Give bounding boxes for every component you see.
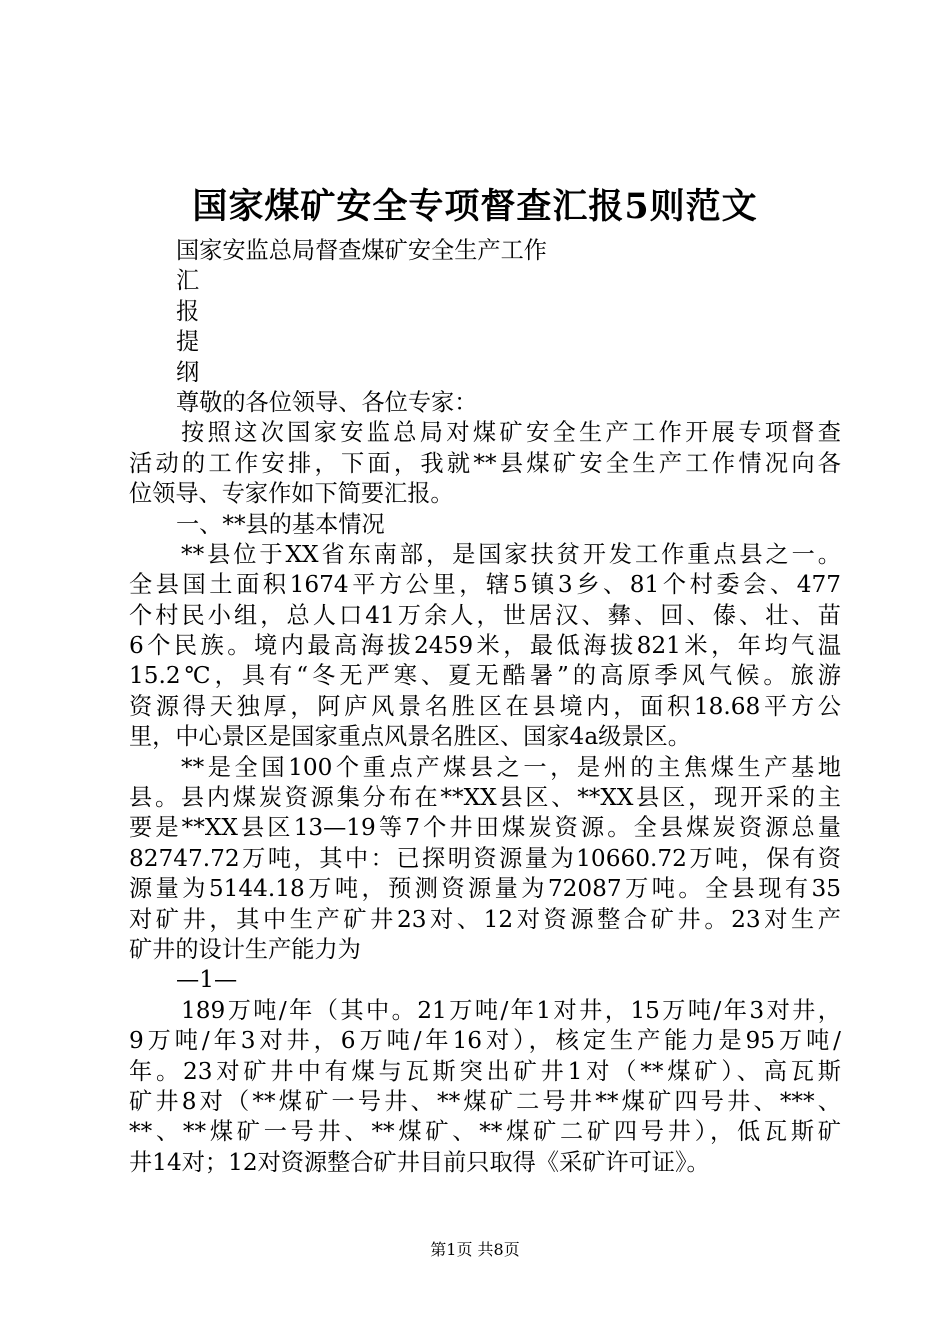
page-footer: 第1页 共8页 xyxy=(430,1240,520,1259)
title-spacer xyxy=(129,208,841,236)
text-line: 纲 xyxy=(176,358,200,386)
paragraph-line: 里，中心景区是国家重点风景名胜区、国家4a级景区。 xyxy=(129,723,691,751)
text-line: 报 xyxy=(176,297,200,325)
paragraph-line: 要是**XX县区13—19等7个井田煤炭资源。全县煤炭资源总量 xyxy=(129,814,841,842)
paragraph-line: 6个民族。境内最高海拔2459米，最低海拔821米，年均气温 xyxy=(129,632,841,660)
text-line: 汇 xyxy=(176,267,200,295)
paragraph-line: 活动的工作安排，下面，我就**县煤矿安全生产工作情况向各 xyxy=(129,449,841,477)
paragraph-line: 位领导、专家作如下简要汇报。 xyxy=(129,480,454,508)
paragraph-line: 县。县内煤炭资源集分布在**XX县区、**XX县区，现开采的主 xyxy=(129,784,841,812)
paragraph-line: 82747.72万吨，其中：已探明资源量为10660.72万吨，保有资 xyxy=(129,844,841,872)
text-line: 提 xyxy=(176,328,200,356)
paragraph-line: **是全国100个重点产煤县之一，是州的主焦煤生产基地 xyxy=(181,753,841,781)
paragraph-line: 对矿井，其中生产矿井23对、12对资源整合矿井。23对生产 xyxy=(129,905,841,933)
paragraph-line: 矿井的设计生产能力为 xyxy=(129,935,361,963)
paragraph-line: 按照这次国家安监总局对煤矿安全生产工作开展专项督查 xyxy=(181,419,841,447)
salutation: 尊敬的各位领导、各位专家： xyxy=(176,388,478,416)
paragraph-line: 资源得天独厚，阿庐风景名胜区在县境内，面积18.68平方公 xyxy=(129,692,841,720)
page-number-marker: —1— xyxy=(176,966,238,994)
section-heading: 一、**县的基本情况 xyxy=(176,510,385,538)
paragraph-line: 矿井8对（**煤矿一号井、**煤矿二号井**煤矿四号井、***、 xyxy=(129,1087,841,1115)
paragraph-line: 源量为5144.18万吨，预测资源量为72087万吨。全县现有35 xyxy=(129,875,841,903)
document-body xyxy=(129,208,841,1178)
paragraph-line: 189万吨/年（其中。21万吨/年1对井，15万吨/年3对井， xyxy=(181,996,841,1024)
document-title: 国家煤矿安全专项督查汇报5则范文 xyxy=(192,186,758,227)
paragraph-line: **县位于XX省东南部，是国家扶贫开发工作重点县之一。 xyxy=(181,540,841,568)
paragraph-line: 年。23对矿井中有煤与瓦斯突出矿井1对（**煤矿）、高瓦斯 xyxy=(129,1057,841,1085)
paragraph-line: 15.2℃，具有“冬无严寒、夏无酷暑”的高原季风气候。旅游 xyxy=(129,662,841,690)
text-line: 国家安监总局督查煤矿安全生产工作 xyxy=(176,237,547,264)
paragraph-line: 个村民小组，总人口41万余人，世居汉、彝、回、傣、壮、苗 xyxy=(129,601,841,629)
paragraph-line: 9万吨/年3对井，6万吨/年16对），核定生产能力是95万吨/ xyxy=(129,1027,841,1055)
paragraph-line: 井14对；12对资源整合矿井目前只取得《采矿许可证》。 xyxy=(129,1148,710,1176)
paragraph-line: **、**煤矿一号井、**煤矿、**煤矿二矿四号井），低瓦斯矿 xyxy=(129,1118,841,1146)
paragraph-line: 全县国土面积1674平方公里，辖5镇3乡、81个村委会、477 xyxy=(129,571,841,599)
